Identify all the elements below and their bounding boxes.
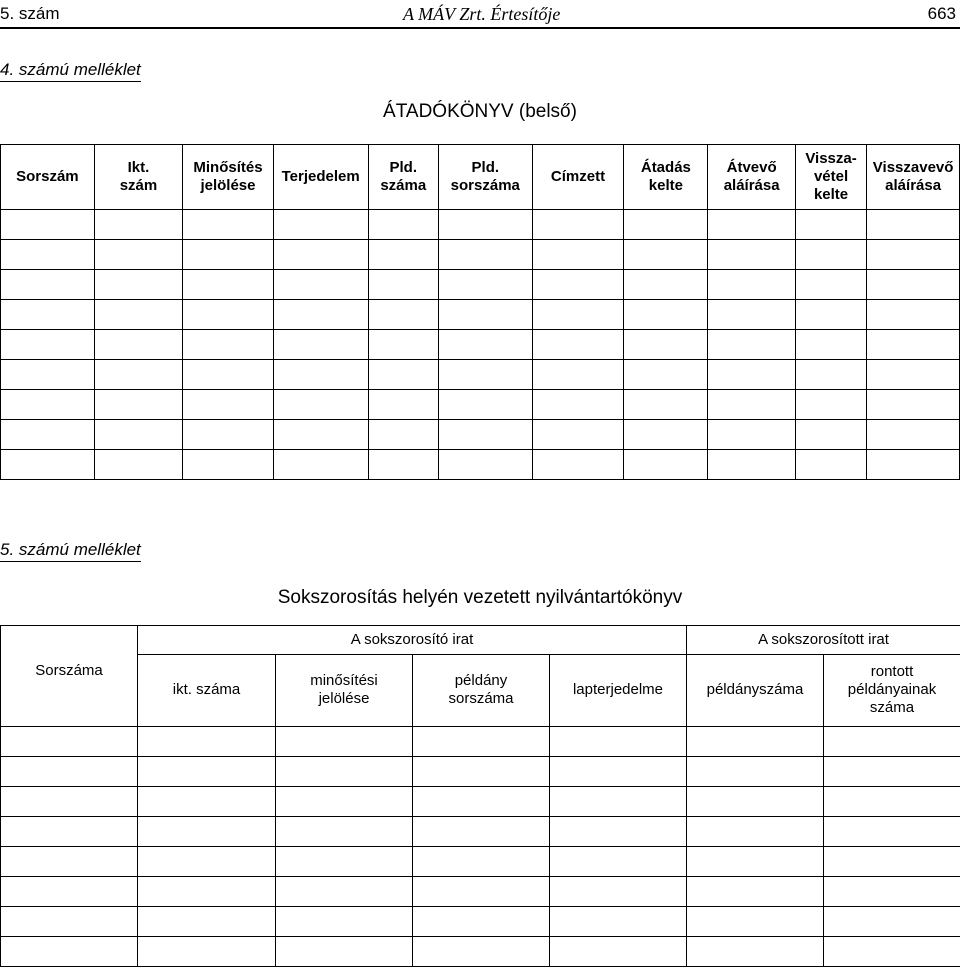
reproduction-table-cell[interactable] — [1, 817, 138, 847]
handover-col-header-line: aláírása — [885, 177, 941, 194]
handover-table-cell[interactable] — [624, 240, 708, 270]
reproduction-table-cell[interactable] — [138, 937, 276, 967]
handover-table-cell[interactable] — [795, 420, 866, 450]
handover-table-cell[interactable] — [368, 240, 438, 270]
handover-table-cell[interactable] — [183, 360, 274, 390]
reproduction-table-cell[interactable] — [550, 757, 687, 787]
reproduction-table-cell[interactable] — [276, 817, 413, 847]
reproduction-col-header-line: példányszáma — [707, 681, 804, 698]
handover-col-header-line: Terjedelem — [282, 168, 360, 185]
handover-table-cell[interactable] — [438, 330, 532, 360]
reproduction-table-cell[interactable] — [138, 727, 276, 757]
handover-table-cell[interactable] — [624, 300, 708, 330]
handover-col-header-line: jelölése — [200, 177, 255, 194]
handover-table-cell[interactable] — [708, 420, 795, 450]
annex-5-title: Sokszorosítás helyén vezetett nyilvántartókönyv — [0, 587, 960, 609]
handover-table-cell[interactable] — [867, 240, 960, 270]
annex-4-label: 4. számú melléklet — [0, 60, 141, 82]
handover-table-cell[interactable] — [183, 240, 274, 270]
handover-table-cell[interactable] — [438, 240, 532, 270]
handover-table-cell[interactable] — [94, 240, 182, 270]
reproduction-col-header-line: jelölése — [319, 690, 370, 707]
handover-table-header — [1, 145, 960, 210]
reproduction-table-row — [1, 937, 960, 967]
reproduction-col-header-6 — [824, 654, 960, 726]
handover-table-cell[interactable] — [94, 450, 182, 480]
handover-table-cell[interactable] — [438, 300, 532, 330]
handover-table-cell[interactable] — [708, 210, 795, 240]
handover-table-cell[interactable] — [795, 300, 866, 330]
reproduction-table-cell[interactable] — [824, 757, 960, 787]
reproduction-table-cell[interactable] — [824, 907, 960, 937]
reproduction-table-cell[interactable] — [276, 727, 413, 757]
reproduction-table-cell[interactable] — [824, 937, 960, 967]
reproduction-table-cell[interactable] — [550, 727, 687, 757]
reproduction-table-cell[interactable] — [687, 907, 824, 937]
handover-table-cell[interactable] — [708, 450, 795, 480]
reproduction-table-cell[interactable] — [276, 877, 413, 907]
reproduction-table-cell[interactable] — [550, 787, 687, 817]
handover-table-cell[interactable] — [624, 450, 708, 480]
handover-table-cell[interactable] — [532, 390, 624, 420]
reproduction-table-cell[interactable] — [687, 817, 824, 847]
handover-table-cell[interactable] — [867, 330, 960, 360]
handover-table-cell[interactable] — [532, 420, 624, 450]
handover-col-header-1 — [1, 145, 95, 210]
page-number: 663 — [928, 4, 956, 24]
handover-table-cell[interactable] — [273, 240, 368, 270]
handover-table-cell[interactable] — [438, 420, 532, 450]
handover-table-cell[interactable] — [273, 390, 368, 420]
reproduction-table-cell[interactable] — [413, 907, 550, 937]
group-header-copied-document: A sokszorosított irat — [687, 626, 960, 655]
header-rule — [0, 27, 960, 29]
reproduction-col-header-5 — [687, 654, 824, 726]
handover-table-cell[interactable] — [1, 450, 95, 480]
reproduction-table-row — [1, 757, 960, 787]
reproduction-table-cell[interactable] — [276, 937, 413, 967]
handover-table-cell[interactable] — [273, 270, 368, 300]
handover-table-row — [1, 210, 960, 240]
handover-table-cell[interactable] — [273, 450, 368, 480]
reproduction-table-subheader — [1, 654, 960, 726]
reproduction-table-cell[interactable] — [824, 817, 960, 847]
reproduction-table-cell[interactable] — [550, 877, 687, 907]
handover-table-cell[interactable] — [94, 420, 182, 450]
reproduction-table-row — [1, 877, 960, 907]
reproduction-table-cell[interactable] — [1, 937, 138, 967]
handover-table-cell[interactable] — [708, 240, 795, 270]
handover-table-cell[interactable] — [368, 390, 438, 420]
reproduction-table-cell[interactable] — [138, 817, 276, 847]
reproduction-col-header-4 — [550, 654, 687, 726]
reproduction-table-cell[interactable] — [824, 877, 960, 907]
handover-table-cell[interactable] — [532, 360, 624, 390]
handover-table-cell[interactable] — [368, 360, 438, 390]
handover-table-body — [1, 210, 960, 480]
handover-table-cell[interactable] — [1, 300, 95, 330]
handover-table-cell[interactable] — [532, 240, 624, 270]
reproduction-table-cell[interactable] — [687, 727, 824, 757]
handover-table-cell[interactable] — [273, 360, 368, 390]
reproduction-col-header-line: sorszáma — [448, 690, 513, 707]
handover-table-cell[interactable] — [1, 240, 95, 270]
handover-col-header-7 — [532, 145, 624, 210]
handover-table-cell[interactable] — [795, 390, 866, 420]
handover-table-cell[interactable] — [183, 450, 274, 480]
reproduction-table-cell[interactable] — [138, 907, 276, 937]
reproduction-table-cell[interactable] — [413, 877, 550, 907]
handover-col-header-11 — [867, 145, 960, 210]
handover-table-cell[interactable] — [532, 300, 624, 330]
handover-col-header-line: Címzett — [551, 168, 605, 185]
reproduction-table-row — [1, 817, 960, 847]
reproduction-col-header-line: rontott — [871, 663, 914, 680]
reproduction-table-cell[interactable] — [276, 907, 413, 937]
handover-table-cell[interactable] — [438, 390, 532, 420]
handover-table-cell[interactable] — [94, 270, 182, 300]
handover-table-cell[interactable] — [438, 360, 532, 390]
handover-col-header-2 — [94, 145, 182, 210]
handover-table-cell[interactable] — [624, 210, 708, 240]
handover-table-cell[interactable] — [708, 270, 795, 300]
annex-5-label: 5. számú melléklet — [0, 540, 141, 562]
handover-table-cell[interactable] — [368, 420, 438, 450]
handover-table-cell[interactable] — [273, 420, 368, 450]
handover-table-cell[interactable] — [532, 450, 624, 480]
reproduction-table-row — [1, 727, 960, 757]
handover-table-cell[interactable] — [368, 450, 438, 480]
handover-table-cell[interactable] — [532, 330, 624, 360]
col-header-sorszama: Sorszáma — [1, 626, 138, 727]
handover-table-cell[interactable] — [368, 210, 438, 240]
handover-table-cell[interactable] — [795, 450, 866, 480]
handover-table-row — [1, 390, 960, 420]
reproduction-table-cell[interactable] — [687, 937, 824, 967]
handover-col-header-line: száma — [380, 177, 426, 194]
reproduction-col-header-line: lapterjedelme — [573, 681, 663, 698]
handover-table-cell[interactable] — [708, 390, 795, 420]
reproduction-table-cell[interactable] — [824, 847, 960, 877]
handover-col-header-6 — [438, 145, 532, 210]
handover-table-cell[interactable] — [1, 270, 95, 300]
handover-table-cell[interactable] — [183, 210, 274, 240]
handover-table-cell[interactable] — [708, 300, 795, 330]
handover-table-cell[interactable] — [867, 420, 960, 450]
publication-title: A MÁV Zrt. Értesítője — [403, 4, 560, 25]
handover-col-header-line: kelte — [649, 177, 683, 194]
handover-table-cell[interactable] — [867, 270, 960, 300]
handover-col-header-4 — [273, 145, 368, 210]
reproduction-table-cell[interactable] — [1, 907, 138, 937]
handover-col-header-line: sorszáma — [451, 177, 520, 194]
handover-table-cell[interactable] — [867, 300, 960, 330]
handover-table-cell[interactable] — [795, 330, 866, 360]
handover-table-cell[interactable] — [183, 330, 274, 360]
reproduction-table-cell[interactable] — [413, 937, 550, 967]
handover-table-cell[interactable] — [94, 390, 182, 420]
reproduction-register-table — [0, 625, 960, 967]
handover-table-cell[interactable] — [438, 270, 532, 300]
reproduction-table-cell[interactable] — [687, 847, 824, 877]
handover-table-cell[interactable] — [183, 420, 274, 450]
handover-table-cell[interactable] — [867, 450, 960, 480]
reproduction-col-header-line: példány — [455, 672, 508, 689]
handover-table-cell[interactable] — [708, 360, 795, 390]
handover-table-cell[interactable] — [795, 240, 866, 270]
reproduction-table-cell[interactable] — [687, 877, 824, 907]
handover-table-cell[interactable] — [1, 210, 95, 240]
reproduction-table-cell[interactable] — [276, 787, 413, 817]
handover-table-cell[interactable] — [867, 390, 960, 420]
reproduction-table-cell[interactable] — [1, 847, 138, 877]
handover-table-cell[interactable] — [1, 420, 95, 450]
handover-table-cell[interactable] — [273, 300, 368, 330]
handover-col-header-line: Ikt. — [128, 159, 150, 176]
reproduction-table-cell[interactable] — [687, 787, 824, 817]
reproduction-col-header-line: ikt. száma — [173, 681, 241, 698]
handover-table-cell[interactable] — [795, 210, 866, 240]
handover-table-cell[interactable] — [183, 300, 274, 330]
reproduction-table-cell[interactable] — [138, 787, 276, 817]
reproduction-table-cell[interactable] — [824, 787, 960, 817]
handover-table-cell[interactable] — [273, 210, 368, 240]
reproduction-table-row — [1, 907, 960, 937]
reproduction-table-cell[interactable] — [1, 877, 138, 907]
handover-col-header-line: Átvevő — [727, 159, 777, 176]
handover-table-cell[interactable] — [438, 450, 532, 480]
handover-col-header-3 — [183, 145, 274, 210]
page-header — [0, 0, 960, 28]
reproduction-table-cell[interactable] — [550, 907, 687, 937]
reproduction-table-cell[interactable] — [550, 847, 687, 877]
annex-4-title: ÁTADÓKÖNYV (belső) — [0, 101, 960, 123]
handover-col-header-line: Visszavevő — [873, 159, 954, 176]
reproduction-col-header-line: példányainak — [848, 681, 936, 698]
handover-table-cell[interactable] — [624, 270, 708, 300]
reproduction-table-cell[interactable] — [550, 937, 687, 967]
reproduction-col-header-line: száma — [870, 699, 914, 716]
handover-col-header-line: vétel — [814, 168, 848, 185]
reproduction-table-row — [1, 787, 960, 817]
handover-col-header-line: Vissza- — [805, 150, 856, 167]
handover-table-row — [1, 360, 960, 390]
reproduction-col-header-3 — [413, 654, 550, 726]
handover-table-cell[interactable] — [867, 210, 960, 240]
handover-table-cell[interactable] — [438, 210, 532, 240]
handover-table-row — [1, 420, 960, 450]
handover-col-header-line: kelte — [814, 186, 848, 203]
reproduction-table-cell[interactable] — [1, 787, 138, 817]
reproduction-table-cell[interactable] — [1, 727, 138, 757]
reproduction-col-header-2 — [276, 654, 413, 726]
handover-col-header-5 — [368, 145, 438, 210]
reproduction-table-cell[interactable] — [413, 847, 550, 877]
handover-table-row — [1, 330, 960, 360]
handover-table-cell[interactable] — [273, 330, 368, 360]
handover-col-header-line: Átadás — [641, 159, 691, 176]
handover-col-header-line: aláírása — [724, 177, 780, 194]
handover-col-header-8 — [624, 145, 708, 210]
reproduction-table-cell[interactable] — [824, 727, 960, 757]
handover-table-row — [1, 450, 960, 480]
handover-table-cell[interactable] — [1, 390, 95, 420]
reproduction-table-cell[interactable] — [687, 757, 824, 787]
handover-table-cell[interactable] — [1, 330, 95, 360]
handover-table-cell[interactable] — [94, 360, 182, 390]
reproduction-table-cell[interactable] — [138, 757, 276, 787]
handover-table-cell[interactable] — [624, 360, 708, 390]
handover-table-row — [1, 240, 960, 270]
reproduction-table-cell[interactable] — [138, 847, 276, 877]
handover-book-table — [0, 144, 960, 480]
group-header-source-document: A sokszorosító irat — [138, 626, 687, 655]
handover-col-header-9 — [708, 145, 795, 210]
handover-table-row — [1, 300, 960, 330]
handover-table-cell[interactable] — [183, 270, 274, 300]
issue-number: 5. szám — [0, 4, 60, 24]
reproduction-table-cell[interactable] — [276, 757, 413, 787]
handover-table-cell[interactable] — [368, 330, 438, 360]
reproduction-table-cell[interactable] — [138, 877, 276, 907]
handover-table-cell[interactable] — [532, 210, 624, 240]
handover-table-cell[interactable] — [532, 270, 624, 300]
handover-table-cell[interactable] — [1, 360, 95, 390]
handover-table-cell[interactable] — [867, 360, 960, 390]
reproduction-table-cell[interactable] — [413, 817, 550, 847]
handover-table-cell[interactable] — [183, 390, 274, 420]
handover-table-cell[interactable] — [795, 270, 866, 300]
reproduction-table-cell[interactable] — [413, 787, 550, 817]
handover-col-header-line: Minősítés — [193, 159, 262, 176]
handover-table-row — [1, 270, 960, 300]
handover-col-header-10 — [795, 145, 866, 210]
handover-table-cell[interactable] — [94, 210, 182, 240]
reproduction-table-cell[interactable] — [550, 817, 687, 847]
reproduction-col-header-1 — [138, 654, 276, 726]
reproduction-table-body — [1, 727, 960, 967]
handover-table-cell[interactable] — [795, 360, 866, 390]
handover-table-cell[interactable] — [368, 300, 438, 330]
reproduction-table-cell[interactable] — [413, 727, 550, 757]
handover-table-cell[interactable] — [368, 270, 438, 300]
reproduction-col-header-line: minősítési — [310, 672, 378, 689]
reproduction-table-cell[interactable] — [1, 757, 138, 787]
reproduction-table-cell[interactable] — [276, 847, 413, 877]
handover-table-cell[interactable] — [624, 330, 708, 360]
handover-col-header-line: szám — [120, 177, 158, 194]
handover-table-cell[interactable] — [624, 390, 708, 420]
reproduction-table-row — [1, 847, 960, 877]
reproduction-table-cell[interactable] — [413, 757, 550, 787]
handover-col-header-line: Pld. — [472, 159, 500, 176]
handover-col-header-line: Pld. — [389, 159, 417, 176]
handover-table-cell[interactable] — [94, 330, 182, 360]
handover-table-cell[interactable] — [708, 330, 795, 360]
handover-table-cell[interactable] — [624, 420, 708, 450]
handover-col-header-line: Sorszám — [16, 168, 79, 185]
handover-table-cell[interactable] — [94, 300, 182, 330]
